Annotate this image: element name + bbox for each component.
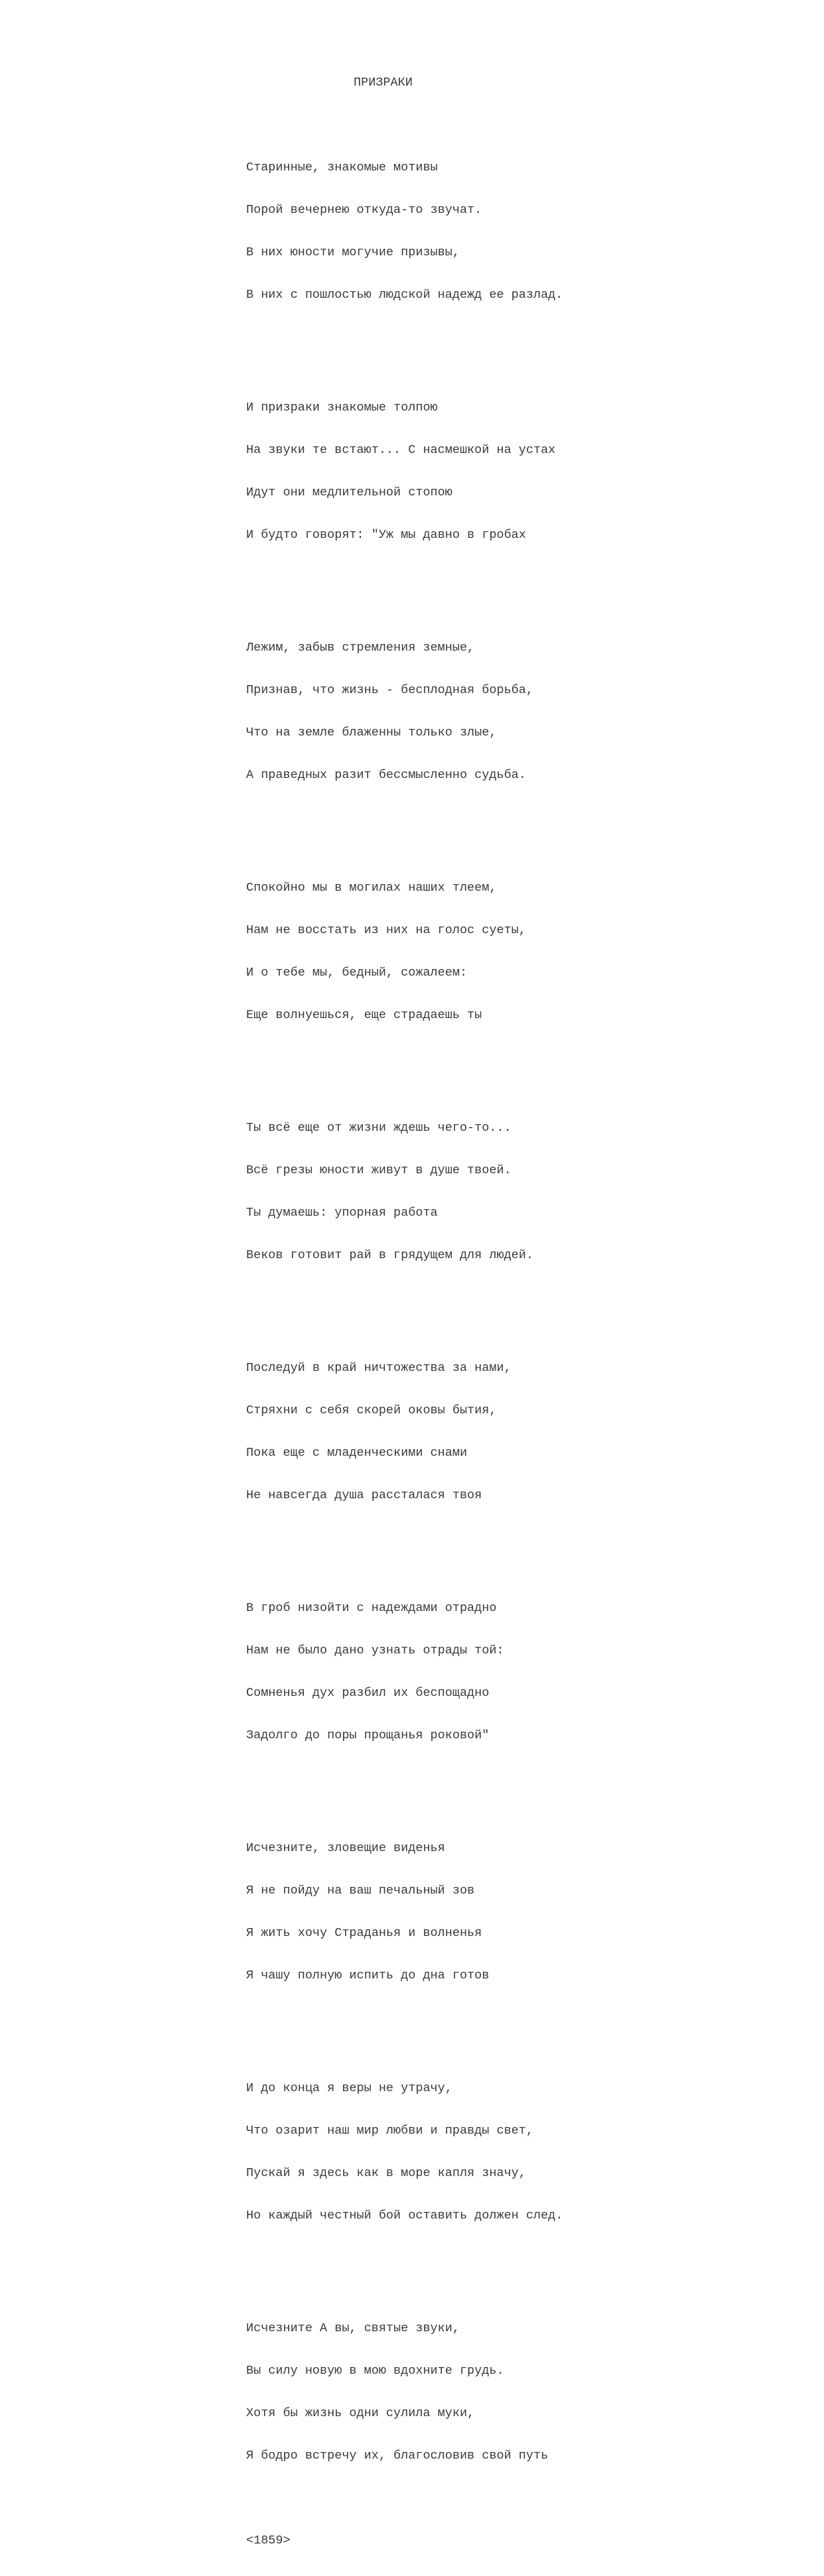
poem-line: И призраки знакомые толпою [246,401,438,415]
poem-line: Я жить хочу Страданья и волненья [246,1926,482,1940]
poem-line: Идут они медлительной стопою [246,485,452,499]
poem-line: Последуй в край ничтожества за нами, [246,1361,512,1375]
stanza [246,853,563,1051]
stanza [246,2053,563,2251]
poem-date: <1859> [246,2534,291,2547]
poem-line: Признав, что жизнь - бесплодная борьба, [246,683,533,697]
stanza [246,373,563,570]
poem-line: Лежим, забыв стремления земные, [246,641,475,655]
poem-line: Но каждый честный бой оставить должен след. [246,2209,563,2222]
poem-line: В гроб низойти с надеждами отрадно [246,1601,497,1615]
stanza [246,1333,563,1531]
poem-line: Хотя бы жизнь одни сулила муки, [246,2406,475,2420]
poem-line: Что озарит наш мир любви и правды свет, [246,2124,533,2138]
poem-line: Стряхни с себя скорей оковы бытия, [246,1403,497,1417]
poem-line: Исчезните, зловещие виденья [246,1841,445,1855]
poem-line: Что на земле блаженны только злые, [246,726,497,740]
poem-line: Я чашу полную испить до дна готов [246,1968,490,1982]
poem-line: На звуки те встают... С насмешкой на устах [246,443,556,457]
poem-line: Исчезните А вы, святые звуки, [246,2321,460,2335]
poem-line: Вы силу новую в мою вдохните грудь. [246,2364,504,2378]
poem-line: Задолго до поры прощанья роковой" [246,1728,490,1742]
poem-line: Нам не восстать из них на голос суеты, [246,923,526,937]
poem-line: Старинные, знакомые мотивы [246,161,438,174]
stanza [246,1573,563,1771]
poem-line: Я бодро встречу их, благословив свой путь [246,2449,549,2463]
poem-line: Не навсегда душа рассталася твоя [246,1488,482,1502]
stanza [246,1813,563,2011]
stanza [246,613,563,810]
poem-line: Пока еще с младенческими снами [246,1446,468,1460]
poem-line: И о тебе мы, бедный, сожалеем: [246,966,468,980]
poem-line: Веков готовит рай в грядущем для людей. [246,1248,533,1262]
poem-line: Нам не было дано узнать отрады той: [246,1643,504,1657]
poem-line: И будто говорят: "Уж мы давно в гробах [246,528,526,542]
poem-title: ПРИЗРАКИ [354,76,413,90]
poem-line: Пускай я здесь как в море капля значу, [246,2166,526,2180]
stanza [246,2293,563,2491]
stanza [246,133,563,330]
poem-line: Спокойно мы в могилах наших тлеем, [246,881,497,895]
poem-line: Я не пойду на ваш печальный зов [246,1884,475,1898]
poem-line: Еще волнуешься, еще страдаешь ты [246,1008,482,1022]
poem-line: В них юности могучие призывы, [246,245,460,259]
stanza [246,1093,563,1291]
poem-line: Ты думаешь: упорная работа [246,1206,438,1220]
poem-line: И до конца я веры не утрачу, [246,2081,452,2095]
poem-line: Ты всё еще от жизни ждешь чего-то... [246,1121,512,1135]
poem-line: Всё грезы юности живут в душе твоей. [246,1163,512,1177]
poem-line: А праведных разит бессмысленно судьба. [246,768,526,782]
poem-line: Сомненья дух разбил их беспощадно [246,1686,490,1700]
poem-body [246,105,563,2576]
poem-line: Порой вечернею откуда-то звучат. [246,203,482,217]
poem-line: В них с пошлостью людской надежд ее разлад. [246,288,563,302]
